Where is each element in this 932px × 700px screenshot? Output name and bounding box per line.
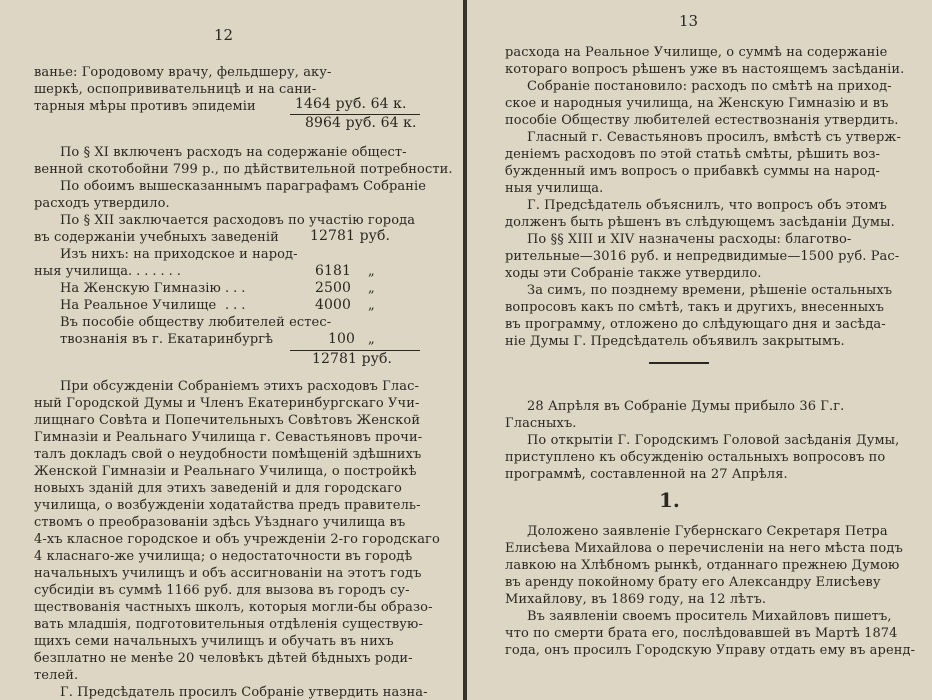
text-line: На Женскую Гимназію xyxy=(60,281,221,296)
text-line: На Реальное Училище xyxy=(60,298,217,313)
ditto-mark: „ xyxy=(368,281,375,296)
text-line: Гимназіи и Реальнаго Училища г. Севастьяновъ прочи- xyxy=(34,430,423,445)
item-number-heading: 1. xyxy=(659,488,680,512)
text-line: 28 Апрѣля въ Собраніе Думы прибыло 36 Г.г. xyxy=(527,399,845,414)
text-line: училища, о возбужденіи ходатайства предъ правитель- xyxy=(34,498,421,513)
text-line: щихъ семи начальныхъ училищъ и обучать въ нихъ xyxy=(34,634,394,649)
text-line: въ содержаніи учебныхъ заведеній xyxy=(34,230,279,245)
text-line: Елисѣева Михайлова о перечисленіи на него мѣста подъ xyxy=(505,541,903,556)
text-line: Собраніе постановило: расходъ по смѣтѣ на приход- xyxy=(527,79,892,94)
text-line: Изъ нихъ: на приходское и народ- xyxy=(60,247,298,262)
amount-realschool: 4000 xyxy=(315,297,352,313)
amount-society: 100 xyxy=(328,331,356,347)
text-line: телей. xyxy=(34,668,79,683)
text-line: расхода на Реальное Училище, о суммѣ на содержаніе xyxy=(505,45,888,60)
text-line: лищнаго Совѣта и Попечительныхъ Совѣтовъ Женской xyxy=(34,413,421,428)
text-line: субсидіи въ суммѣ 1166 руб. для вызова въ городъ су- xyxy=(34,583,410,598)
left-page: 12 ванье: Городовому врачу, фельдшеру, аку- шеркѣ, оспопрививательницѣ и на сани- тарныя мѣры противъ эпидеміи 1464 руб. 64 к. 8964 руб. 64 к. По § XI включенъ расходъ на содержаніе общест- венной скотобойни 799 р., по дѣйствительной потребности. По обоимъ вышесказаннымъ параграфамъ Собраніе расходъ утвердило. По § XII заключается расходовъ по участію города въ содержаніи учебныхъ заведеній 12781 руб. Изъ нихъ: на приходское и народ- ныя училища ....... 6181 „ На Женскую Гимназію ... 2500 „ На Реальное Училище ... 4000 „ Въ пособіе обществу любителей естес- твознанія въ г. Екатаринбургѣ 100 „ 12781 руб. При обсужденіи Собраніемъ этихъ расходовъ Глас- ный Городской Думы и Членъ Екатеринбургскаго Учи- лищнаго Совѣта и Попечительныхъ Совѣтовъ Женской Гимназіи и Реальнаго Училища г. Севастьяновъ прочи- талъ докладъ свой о неудобности помѣщеній здѣшнихъ Женской Гимназіи и Реальнаго Училища, о постройкѣ новыхъ зданій для этихъ заведеній и для городскаго училища, о возбужденіи ходатайства предъ правитель- ствомъ о преобразованіи здѣсь Уѣзднаго училища въ 4-хъ класное городское и объ учрежденіи 2-го городскаго 4 класнаго-же училища; о недостаточности въ городѣ начальныхъ училищъ и объ ассигнованіи на этотъ годъ субсидіи въ суммѣ 1166 руб. для вызова въ городъ су- ществованія частныхъ школъ, которыя могли-бы образо- вать младшія, подготовительныя отдѣленія существую- щихъ семи начальныхъ училищъ и обучать въ нихъ безплатно не менѣе 20 человѣкъ дѣтей бѣдныхъ роди- телей. Г. Предсѣдатель просилъ Собраніе утвердить назна- xyxy=(0,0,463,700)
text-line: Михайлову, въ 1869 году, на 12 лѣтъ. xyxy=(505,592,767,607)
text-line: При обсужденіи Собраніемъ этихъ расходовъ Глас- xyxy=(60,379,419,394)
amount-total-sanitary: 8964 руб. 64 к. xyxy=(305,115,417,131)
ditto-mark: „ xyxy=(368,332,375,347)
text-line: ный Городской Думы и Членъ Екатеринбургскаго Учи- xyxy=(34,396,420,411)
text-line: За симъ, по позднему времени, рѣшеніе остальныхъ xyxy=(527,283,893,298)
text-line: Въ заявленіи своемъ проситель Михайловъ пишетъ, xyxy=(527,609,892,624)
text-line: вопросовъ какъ по смѣтѣ, такъ и другихъ, внесенныхъ xyxy=(505,300,884,315)
text-line: долженъ быть рѣшенъ въ слѣдующемъ засѣданіи Думы. xyxy=(505,215,895,230)
text-line: рительные—3016 руб. и непредвидимые—1500 руб. Рас- xyxy=(505,249,900,264)
text-line: что по смерти брата его, послѣдовавшей въ Мартѣ 1874 xyxy=(505,626,898,641)
text-line: 4-хъ класное городское и объ учрежденіи 2-го городскаго xyxy=(34,532,440,547)
text-line: Доложено заявленіе Губернскаго Секретаря Петра xyxy=(527,524,888,539)
text-line: Г. Предсѣдатель просилъ Собраніе утвердить назна- xyxy=(60,685,428,700)
text-line: По открытіи Г. Городскимъ Головой засѣданія Думы, xyxy=(527,433,900,448)
text-line: ское и народныя училища, на Женскую Гимназію и въ xyxy=(505,96,889,111)
text-line: начальныхъ училищъ и объ ассигнованіи на этотъ годъ xyxy=(34,566,422,581)
text-line: ніе Думы Г. Предсѣдатель объявилъ закрытымъ. xyxy=(505,334,845,349)
text-line: По §§ XIII и XIV назначены расходы: благотво- xyxy=(527,232,852,247)
right-page xyxy=(467,0,932,700)
amount-epidemic: 1464 руб. 64 к. xyxy=(295,96,407,112)
text-line: ванье: Городовому врачу, фельдшеру, аку- xyxy=(34,65,332,80)
text-line: деніемъ расходовъ по этой статьѣ смѣты, рѣшить воз- xyxy=(505,147,881,162)
section-divider xyxy=(649,362,709,364)
text-line: ныя училища. xyxy=(505,181,604,196)
text-line: расходъ утвердило. xyxy=(34,196,170,211)
text-line: программѣ, составленной на 27 Апрѣля. xyxy=(505,467,788,482)
text-line: По § XI включенъ расходъ на содержаніе общест- xyxy=(60,145,407,160)
text-line: По обоимъ вышесказаннымъ параграфамъ Собраніе xyxy=(60,179,427,194)
amount-grand-total: 12781 руб. xyxy=(312,351,393,367)
text-line: ходы эти Собраніе также утвердило. xyxy=(505,266,762,281)
text-line: шеркѣ, оспопрививательницѣ и на сани- xyxy=(34,82,317,97)
text-line: ствомъ о преобразованіи здѣсь Уѣзднаго училища въ xyxy=(34,515,406,530)
text-line: Гласныхъ. xyxy=(505,416,577,431)
text-line: въ аренду покойному брату его Александру Елисѣеву xyxy=(505,575,881,590)
text-line: Гласный г. Севастьяновъ просилъ, вмѣстѣ съ утверж- xyxy=(527,130,901,145)
text-line: Въ пособіе обществу любителей естес- xyxy=(60,315,332,330)
text-line: приступлено къ обсужденію остальныхъ вопросовъ по xyxy=(505,450,886,465)
text-line: тарныя мѣры противъ эпидеміи xyxy=(34,99,256,114)
amount-gymnasium: 2500 xyxy=(315,280,352,296)
text-line: безплатно не менѣе 20 человѣкъ дѣтей бѣдныхъ роди- xyxy=(34,651,413,666)
text-line: талъ докладъ свой о неудобности помѣщеній здѣшнихъ xyxy=(34,447,422,462)
amount-schools-total: 12781 руб. xyxy=(310,228,391,244)
amount-parish: 6181 xyxy=(315,263,352,279)
ditto-mark: „ xyxy=(368,264,375,279)
text-line: пособіе Обществу любителей естествознанія утвердить. xyxy=(505,113,899,128)
page-number: 13 xyxy=(679,12,699,30)
text-line: ществованія частныхъ школъ, которыя могли-бы образо- xyxy=(34,600,433,615)
text-line: Г. Предсѣдатель объяснилъ, что вопросъ объ этомъ xyxy=(527,198,887,213)
text-line: бужденный имъ вопросъ о прибавкѣ суммы на народ- xyxy=(505,164,880,179)
text-line: котораго вопросъ рѣшенъ уже въ настоящемъ засѣданіи. xyxy=(505,62,905,77)
ditto-mark: „ xyxy=(368,298,375,313)
text-line: вать младшія, подготовительныя отдѣленія существую- xyxy=(34,617,423,632)
text-line: лавкою на Хлѣбномъ рынкѣ, отданнаго прежнею Думою xyxy=(505,558,900,573)
text-line: ныя училища xyxy=(34,264,129,279)
text-line: 4 класнаго-же училища; о недостаточности въ городѣ xyxy=(34,549,413,564)
text-line: новыхъ зданій для этихъ заведеній и для городскаго xyxy=(34,481,402,496)
page-number: 12 xyxy=(214,26,234,44)
text-line: года, онъ просилъ Городскую Управу отдать ему въ аренд- xyxy=(505,643,916,658)
text-line: По § XII заключается расходовъ по участію города xyxy=(60,213,416,228)
text-line: твознанія въ г. Екатаринбургѣ xyxy=(60,332,274,347)
text-line: Женской Гимназіи и Реальнаго Училища, о постройкѣ xyxy=(34,464,417,479)
text-line: въ программу, отложено до слѣдующаго дня и засѣда- xyxy=(505,317,886,332)
text-line: венной скотобойни 799 р., по дѣйствительной потребности. xyxy=(34,162,453,177)
